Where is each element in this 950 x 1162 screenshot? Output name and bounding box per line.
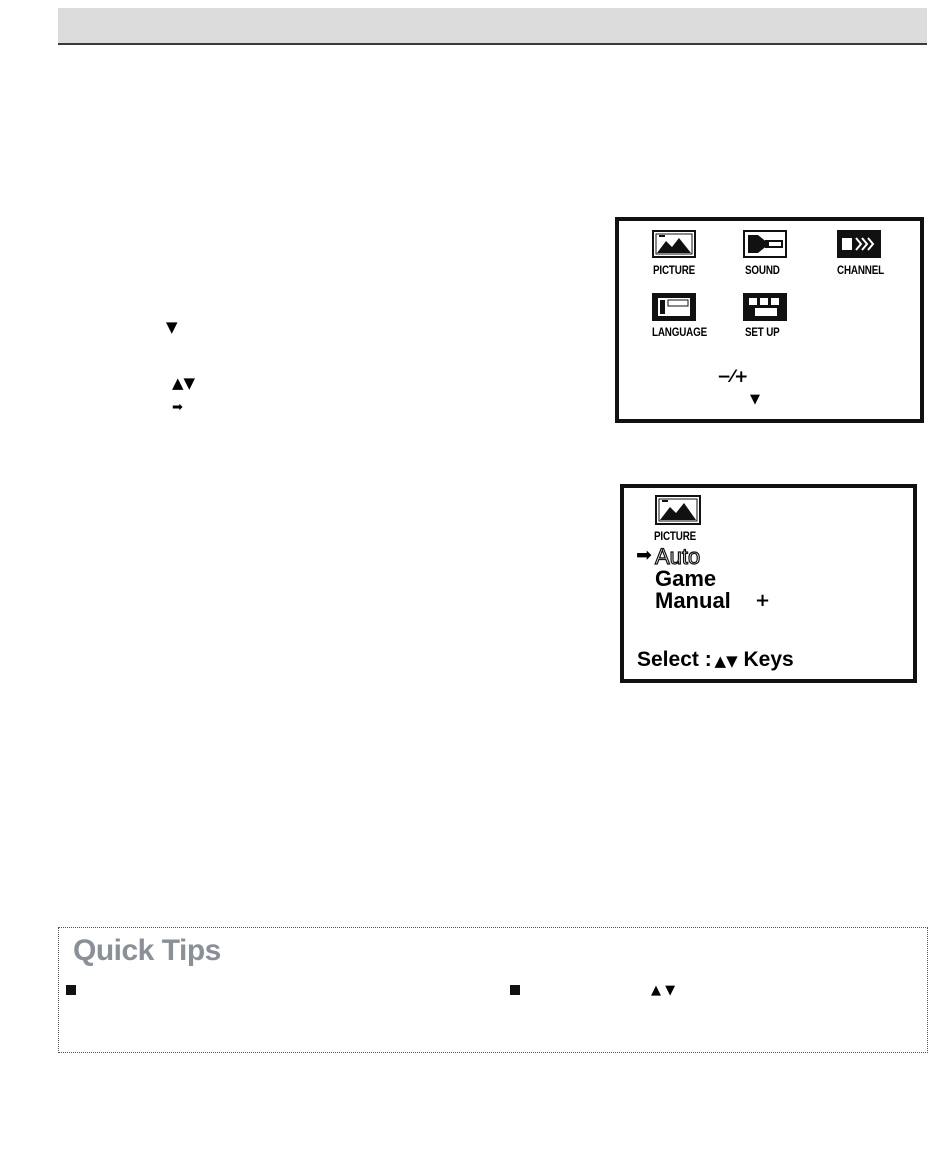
minus-plus-symbol: −⁄+ xyxy=(717,367,749,387)
bullet-square-icon xyxy=(510,985,520,995)
bullet-square-icon xyxy=(66,985,76,995)
footer-select-text: Select : xyxy=(637,648,712,671)
up-down-arrows-icon: ▲▼ xyxy=(172,374,196,392)
menu-label-language: LANGUAGE xyxy=(652,325,708,339)
menu-label-channel: CHANNEL xyxy=(837,263,884,277)
setup-icon xyxy=(743,293,787,321)
picture-icon xyxy=(652,230,696,258)
page-header-bar xyxy=(58,8,927,45)
pointer-arrow-icon: ➡ xyxy=(636,544,652,566)
quick-tips-box xyxy=(58,927,928,1053)
quick-tips-title: Quick Tips xyxy=(73,934,221,967)
main-menu-screen xyxy=(615,217,924,423)
picture-icon xyxy=(655,495,701,525)
channel-icon xyxy=(837,230,881,258)
picture-menu-screen xyxy=(620,484,917,683)
menu-label-setup: SET UP xyxy=(745,325,780,339)
sound-icon xyxy=(743,230,787,258)
down-arrow-icon: ▼ xyxy=(750,392,760,407)
menu-title-picture: PICTURE xyxy=(654,529,697,543)
language-icon xyxy=(652,293,696,321)
menu-label-sound: SOUND xyxy=(745,263,780,277)
option-game[interactable]: Game xyxy=(655,566,717,591)
up-down-arrows-icon: ▲ ▼ xyxy=(651,983,676,998)
option-manual[interactable]: Manual xyxy=(655,588,731,613)
down-arrow-icon: ▼ xyxy=(166,318,178,336)
option-auto[interactable]: Auto xyxy=(655,544,701,569)
footer-keys-text: Keys xyxy=(743,648,794,671)
plus-icon: + xyxy=(755,590,771,611)
select-keys-footer xyxy=(637,649,794,670)
right-arrow-icon: ➡ xyxy=(172,400,183,415)
menu-label-picture: PICTURE xyxy=(653,263,696,277)
footer-arrows-icon: ▲▼ xyxy=(714,652,738,670)
